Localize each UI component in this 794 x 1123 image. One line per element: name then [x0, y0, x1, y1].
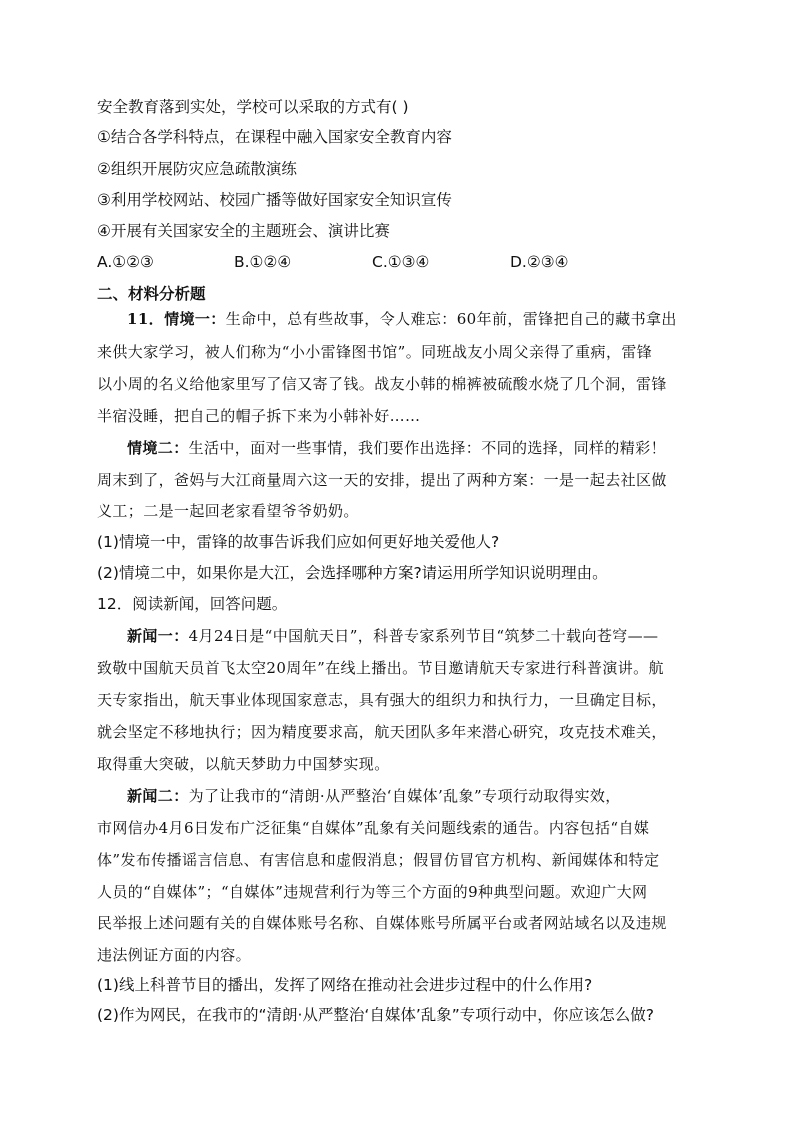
q12-news2-line-5: 民举报上述问题有关的自媒体账号名称、自媒体账号所属平台或者网站域名以及违规 — [97, 914, 667, 932]
q12-news1-first-line — [127, 626, 707, 646]
section-heading: 二、材料分析题 — [97, 285, 206, 303]
q12-news2-line-3: 体”发布传播谣言信息、有害信息和虚假消息；假冒仿冒官方机构、新闻媒体和特定 — [97, 851, 660, 869]
q11-scene2-label: 情境二： — [127, 439, 189, 457]
q11-scene1-label: 情境一： — [164, 310, 226, 328]
q12-news1-line-4: 就会坚定不移地执行；因为精度要求高，航天团队多年来潜心研究，攻克技术难关， — [97, 723, 667, 741]
q11-scene2-text: 生活中，面对一些事情，我们要作出选择：不同的选择，同样的精彩！ — [188, 439, 667, 457]
q10-option-2: ②组织开展防灾应急疏散演练 — [97, 160, 297, 178]
q10-choice-a: A.①②③ — [97, 253, 154, 271]
q11-scene2-line-3: 义工；二是一起回老家看望爷爷奶奶。 — [97, 502, 359, 520]
q12-news2-first-line — [127, 786, 707, 806]
q11-scene1-line-2: 来供大家学习，被人们称为“小小雷锋图书馆”。同班战友小周父亲得了重病，雷锋 — [97, 343, 653, 361]
q12-news2-line-6: 违法例证方面的内容。 — [97, 946, 252, 964]
q11-scene1-text: 生命中，总有些故事，令人难忘：60年前，雷锋把自己的藏书拿出 — [225, 310, 677, 328]
q11-question-2: (2)情境二中，如果你是大江，会选择哪种方案?请运用所学知识说明理由。 — [97, 564, 608, 582]
q10-choice-d: D.②③④ — [510, 253, 569, 271]
q10-choice-c: C.①③④ — [372, 253, 430, 271]
q12-news1-line-2: 致敬中国航天员首飞太空20周年”在线上播出。节目邀请航天专家进行科普演讲。航 — [97, 659, 664, 677]
q11-number: 11． — [127, 310, 165, 328]
q11-scene1-line-4: 半宿没睡，把自己的帽子拆下来为小韩补好…… — [97, 407, 421, 425]
q12-question-2: (2)作为网民，在我市的“清朗·从严整治‘自媒体’乱象”专项行动中，你应该怎么做? — [97, 1006, 655, 1024]
q10-stem-end: 安全教育落到实处，学校可以采取的方式有( ) — [97, 98, 409, 116]
q11-question-1: (1)情境一中，雷锋的故事告诉我们应如何更好地关爱他人? — [97, 533, 500, 551]
q12-news1-line-3: 天专家指出，航天事业体现国家意志，具有强大的组织力和执行力，一旦确定目标， — [97, 691, 667, 709]
q10-option-1: ①结合各学科特点，在课程中融入国家安全教育内容 — [97, 128, 452, 146]
q11-scene1-line-3: 以小周的名义给他家里写了信又寄了钱。战友小韩的棉裤被硫酸水烧了几个洞，雷锋 — [97, 375, 667, 393]
q12-news2-label: 新闻二： — [127, 787, 189, 805]
q12-news1-text: 4月24日是“中国航天日”，科普专家系列节目“筑梦二十载向苍穹—— — [188, 627, 659, 645]
q12-news2-line-2: 市网信办4月6日发布广泛征集“自媒体”乱象有关问题线索的通告。内容包括“自媒 — [97, 819, 650, 837]
q10-option-4: ④开展有关国家安全的主题班会、演讲比赛 — [97, 222, 390, 240]
q12-news1-line-5: 取得重大突破，以航天梦助力中国梦实现。 — [97, 755, 390, 773]
q12-news1-label: 新闻一： — [127, 627, 189, 645]
q11-scene2-first-line — [127, 438, 707, 458]
q12-stem: 12．阅读新闻，回答问题。 — [97, 595, 288, 613]
q12-news2-line-4: 人员的“自媒体”；“自媒体”违规营利行为等三个方面的9种典型问题。欢迎广大网 — [97, 883, 648, 901]
q11-scene2-line-2: 周末到了，爸妈与大江商量周六这一天的安排，提出了两种方案：一是一起去社区做 — [97, 471, 667, 489]
q12-question-1: (1)线上科普节目的播出，发挥了网络在推动社会进步过程中的什么作用? — [97, 976, 593, 994]
q10-option-3: ③利用学校网站、校园广播等做好国家安全知识宣传 — [97, 191, 452, 209]
q12-news2-text: 为了让我市的“清朗·从严整治‘自媒体’乱象”专项行动取得实效， — [188, 787, 621, 805]
q11-scene1-first-line — [127, 309, 707, 329]
q10-choice-b: B.①②④ — [234, 253, 292, 271]
